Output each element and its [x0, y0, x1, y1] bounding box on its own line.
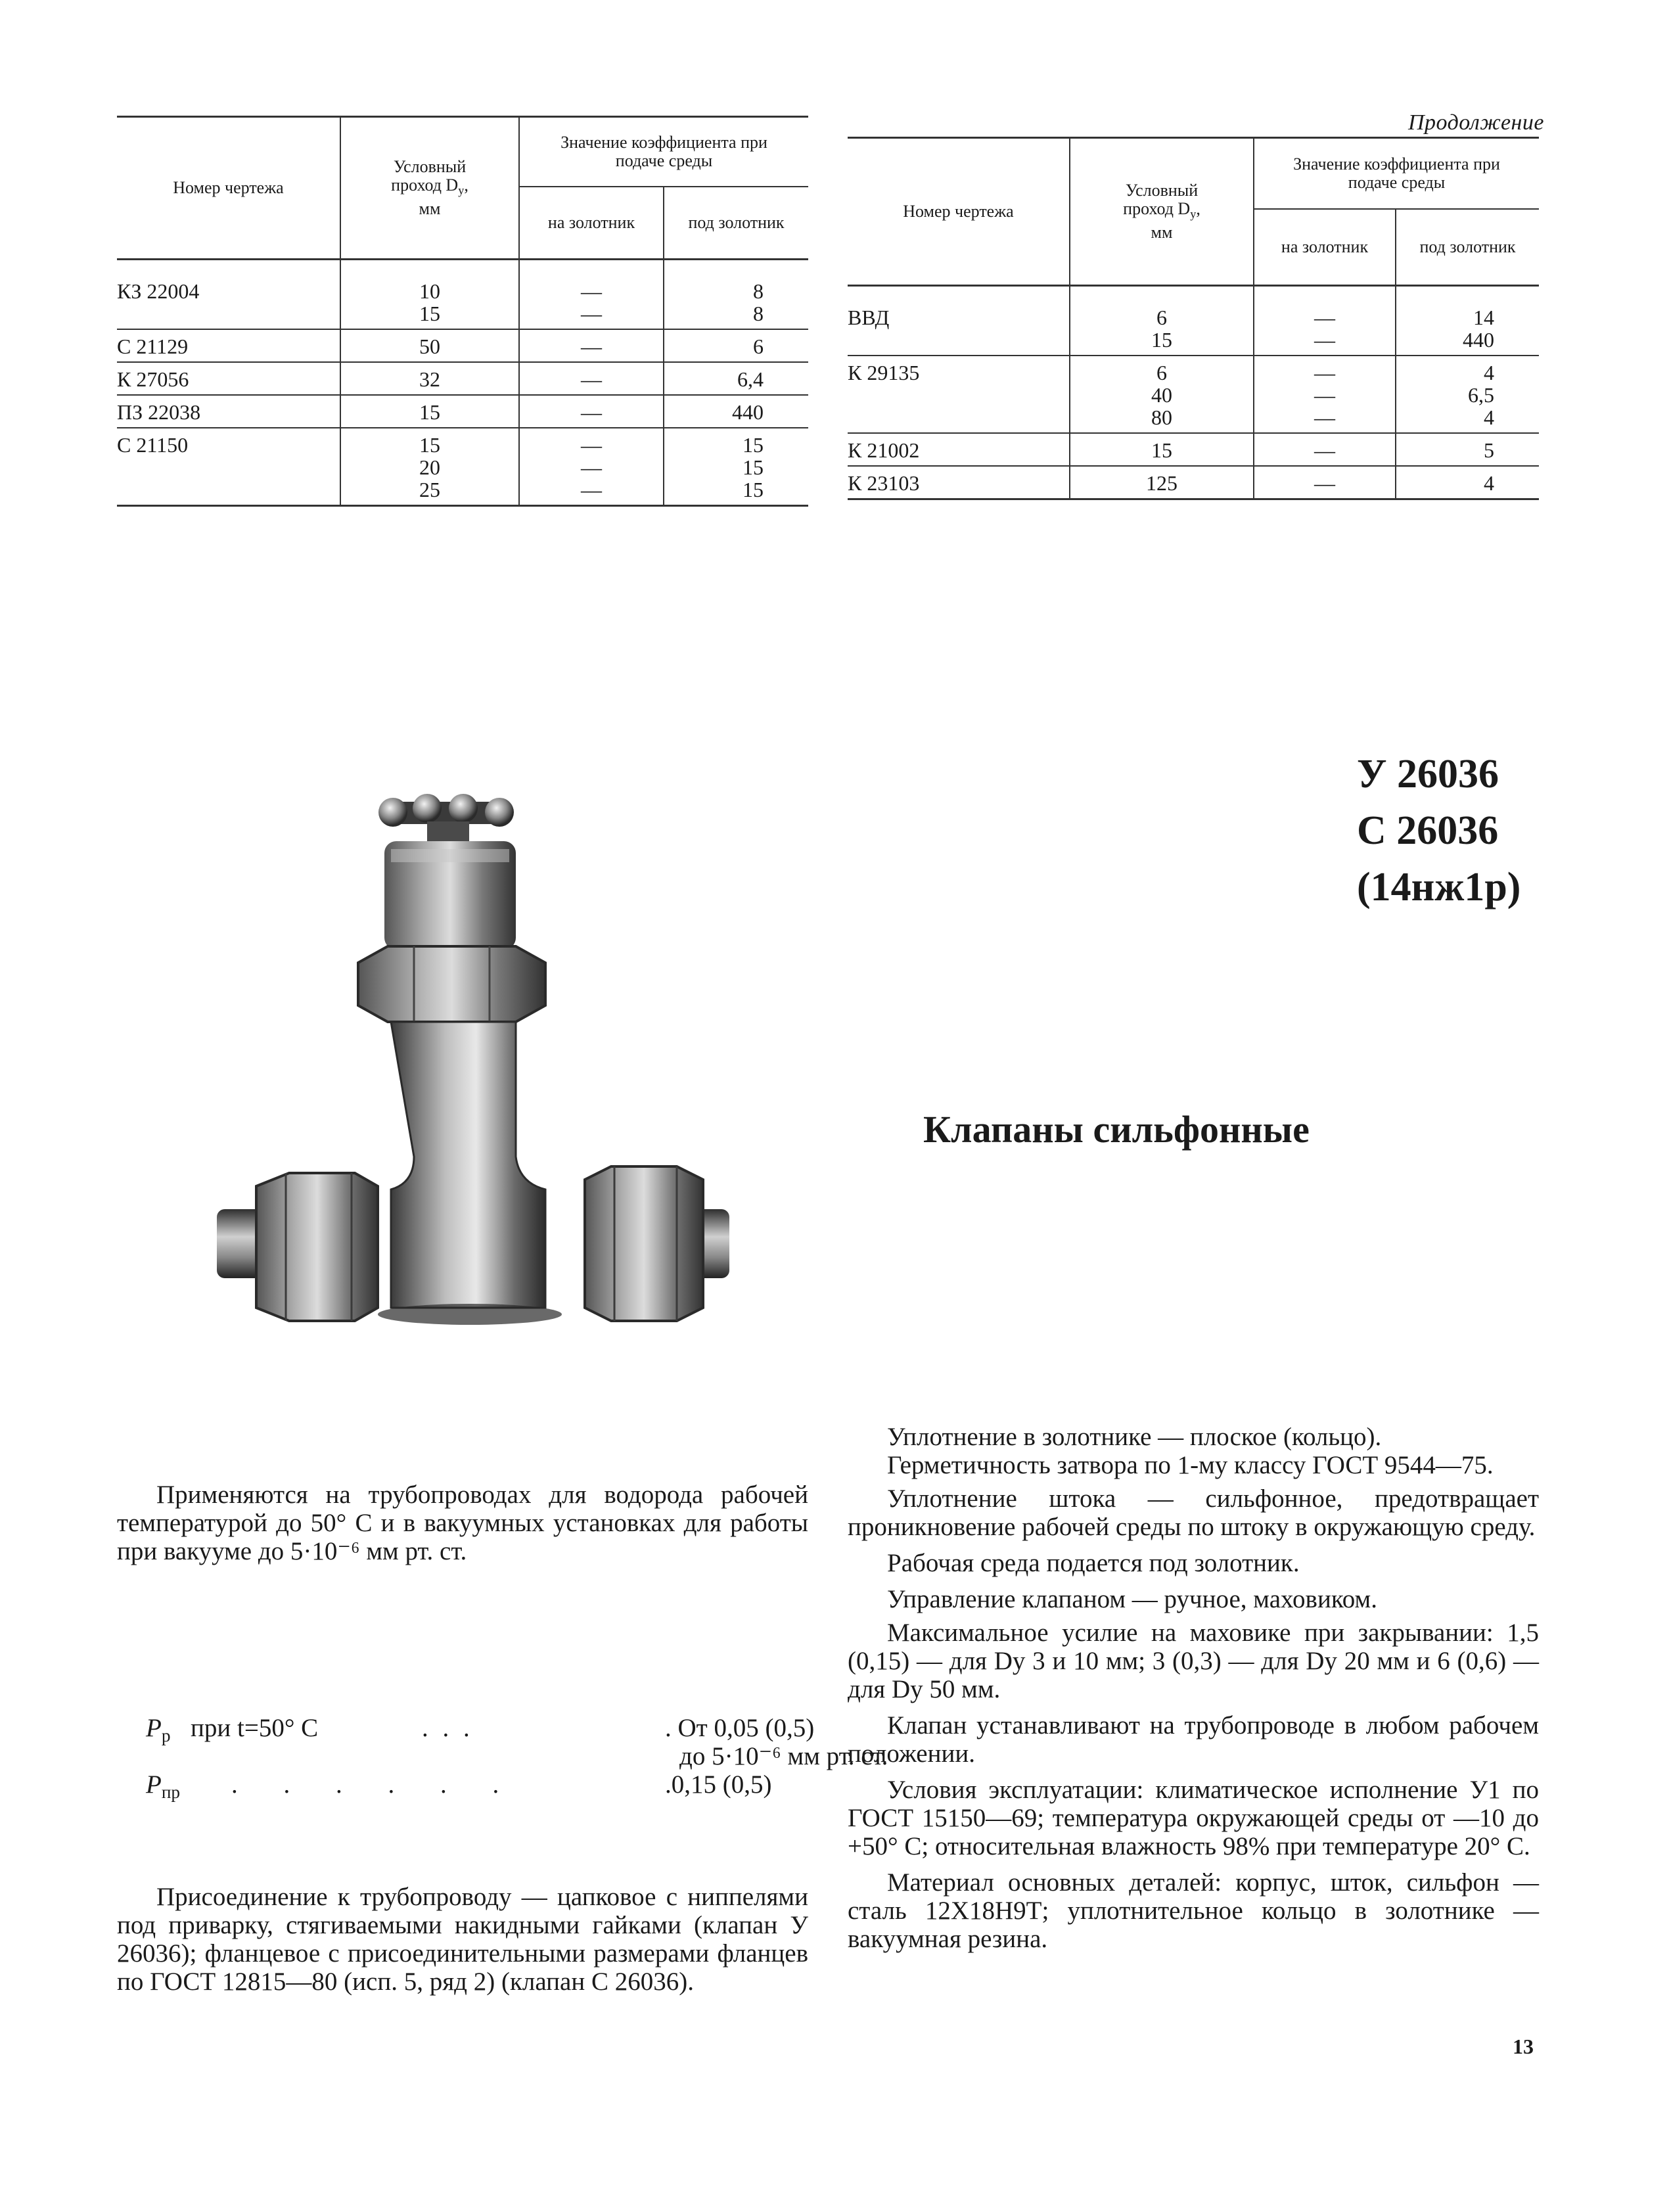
cell-value: —	[581, 302, 602, 325]
cell-value: —	[581, 455, 602, 479]
cell-bore	[340, 428, 519, 506]
cell-name: К 27056	[117, 362, 340, 395]
cell-name: С 21150	[117, 428, 340, 506]
cell-value: —	[581, 367, 602, 391]
cell-value: 8	[753, 279, 764, 303]
stem-seal-paragraph: Уплотнение штока — сильфонное, предотвращает проникновение рабочей среды по штоку в окружающую среду.	[848, 1485, 1539, 1541]
materials-paragraph: Материал основных деталей: корпус, шток, сильфон — сталь 12Х18Н9Т; уплотнительное кольцо в золотнике — вакуумная резина.	[848, 1868, 1539, 1953]
cell-value: 14	[1473, 306, 1495, 329]
cell-under	[1396, 466, 1539, 499]
cell-bore	[340, 395, 519, 428]
pp-condition: при t=50° С	[191, 1714, 319, 1742]
left-table	[117, 116, 808, 507]
cell-bore	[1070, 466, 1254, 499]
cell-value: —	[581, 478, 602, 501]
cell-bore	[1070, 356, 1254, 433]
cell-bore	[340, 362, 519, 395]
table-row	[117, 395, 808, 428]
ppr-dots: . . . . . .	[231, 1770, 519, 1799]
code-u26036: У 26036	[1357, 752, 1499, 796]
control-paragraph: Управление клапаном — ручное, маховиком.	[887, 1585, 1377, 1613]
cell-under	[1396, 433, 1539, 466]
cell-value: 50	[419, 334, 440, 358]
page-title: Клапаны сильфонные	[923, 1108, 1310, 1151]
cell-value: —	[581, 400, 602, 424]
cell-value: 25	[419, 478, 440, 501]
tightness-paragraph: Герметичность затвора по 1-му классу ГОСТ 9544—75.	[887, 1451, 1494, 1479]
right-table	[848, 137, 1539, 500]
ppr-symbol: $P_{пр}$	[146, 1770, 181, 1803]
cell-value: 6	[1156, 306, 1167, 329]
cell-under	[1396, 286, 1539, 356]
cell-value: 6,5	[1468, 383, 1495, 407]
cell-value: 4	[1484, 361, 1495, 384]
cell-value: —	[1314, 471, 1335, 495]
page-number: 13	[1513, 2035, 1534, 2058]
cell-under	[664, 329, 808, 362]
header-under-disc: под золотник	[1396, 209, 1539, 286]
cell-value: 6	[1156, 361, 1167, 384]
connection-paragraph: Присоединение к трубопроводу — цапковое с ниппелями под приварку, стягиваемыми накидными гайками (клапан У 26036); фланцевое с присоединительными размерами фланцев по ГОСТ 12815—80 (исп. 5, ряд 2) (клапан С 26036).	[117, 1883, 808, 1996]
cell-name: К 29135	[848, 356, 1070, 433]
operating-conditions-paragraph: Условия эксплуатации: климатическое исполнение У1 по ГОСТ 15150—69; температура окружающей среды от —10 до +50° С; относительная влажность 98% при температуре 20° С.	[848, 1776, 1539, 1860]
ppr-value: .0,15 (0,5)	[665, 1770, 772, 1799]
cell-value: 20	[419, 455, 440, 479]
cell-on	[1254, 286, 1396, 356]
cell-value: —	[1314, 306, 1335, 329]
cell-value: —	[1314, 383, 1335, 407]
bellows-valve-illustration	[217, 789, 729, 1367]
cell-value: —	[1314, 438, 1335, 462]
cell-value: 80	[1151, 405, 1172, 429]
cell-value: 4	[1484, 405, 1495, 429]
cell-on	[519, 395, 664, 428]
header-on-disc: на золотник	[1254, 209, 1396, 286]
cell-on	[519, 329, 664, 362]
header-bore: Условный проход $D_у$, мм	[340, 117, 519, 260]
disc-seal-paragraph: Уплотнение в золотнике — плоское (кольцо).	[887, 1423, 1382, 1451]
valve-codes	[1357, 746, 1520, 915]
cell-under	[664, 260, 808, 330]
cell-value: 15	[743, 478, 764, 501]
header-drawing: Номер чертежа	[848, 138, 1070, 286]
cell-value: —	[1314, 405, 1335, 429]
cell-value: 15	[743, 433, 764, 457]
cell-under	[664, 428, 808, 506]
cell-under	[664, 395, 808, 428]
cell-value: 125	[1146, 471, 1177, 495]
cell-value: —	[581, 334, 602, 358]
header-on-disc: на золотник	[519, 187, 664, 260]
cell-value: 15	[419, 433, 440, 457]
continuation-label: Продолжение	[1407, 110, 1544, 135]
cell-name: КЗ 22004	[117, 260, 340, 330]
table-row	[848, 466, 1539, 499]
installation-paragraph: Клапан устанавливают на трубопроводе в любом рабочем положении.	[848, 1711, 1539, 1768]
cell-name: ВВД	[848, 286, 1070, 356]
cell-value: 10	[419, 279, 440, 303]
cell-value: 6,4	[737, 367, 764, 391]
pp-value: . От 0,05 (0,5)	[665, 1714, 815, 1742]
table-row	[117, 428, 808, 506]
cell-value: 15	[1151, 328, 1172, 352]
cell-value: 440	[1463, 328, 1495, 352]
cell-value: —	[1314, 328, 1335, 352]
cell-value: —	[1314, 361, 1335, 384]
cell-value: 6	[753, 334, 764, 358]
cell-on	[1254, 466, 1396, 499]
cell-on	[1254, 356, 1396, 433]
cell-under	[664, 362, 808, 395]
pp-symbol: $P_р$	[146, 1714, 171, 1746]
cell-on	[519, 428, 664, 506]
cell-bore	[1070, 286, 1254, 356]
cell-value: 15	[419, 302, 440, 325]
cell-value: 40	[1151, 383, 1172, 407]
code-s26036: С 26036	[1357, 808, 1499, 853]
pp-value-2: до 5·10⁻⁶ мм рт. ст.	[679, 1742, 888, 1770]
code-14nzh1r: (14нж1р)	[1357, 865, 1521, 910]
cell-value: —	[581, 279, 602, 303]
cell-value: 4	[1484, 471, 1495, 495]
cell-value: 15	[419, 400, 440, 424]
table-row	[117, 362, 808, 395]
header-under-disc: под золотник	[664, 187, 808, 260]
cell-value: 15	[1151, 438, 1172, 462]
cell-value: 15	[743, 455, 764, 479]
header-bore: Условный проход $D_у$, мм	[1070, 138, 1254, 286]
header-coef-group: Значение коэффициента при подаче среды	[1254, 138, 1539, 210]
pp-dots: . . .	[422, 1714, 474, 1742]
cell-name: ПЗ 22038	[117, 395, 340, 428]
cell-bore	[340, 260, 519, 330]
table-row	[848, 356, 1539, 433]
cell-under	[1396, 356, 1539, 433]
table-row	[848, 286, 1539, 356]
cell-value: 5	[1484, 438, 1495, 462]
cell-value: 8	[753, 302, 764, 325]
table-row	[117, 260, 808, 330]
cell-on	[519, 362, 664, 395]
cell-on	[1254, 433, 1396, 466]
header-drawing: Номер чертежа	[117, 117, 340, 260]
cell-value: —	[581, 433, 602, 457]
cell-name: К 23103	[848, 466, 1070, 499]
cell-on	[519, 260, 664, 330]
application-paragraph: Применяются на трубопроводах для водорода рабочей температурой до 50° С и в вакуумных установках для работы при вакууме до 5·10⁻⁶ мм рт. ст.	[117, 1481, 808, 1565]
cell-bore	[340, 329, 519, 362]
cell-name: С 21129	[117, 329, 340, 362]
cell-name: К 21002	[848, 433, 1070, 466]
specifications-column	[848, 1423, 1539, 1953]
table-row	[117, 329, 808, 362]
table-row	[848, 433, 1539, 466]
header-coef-group: Значение коэффициента при подаче среды	[519, 117, 808, 187]
cell-value: 32	[419, 367, 440, 391]
medium-flow-paragraph: Рабочая среда подается под золотник.	[887, 1549, 1300, 1577]
cell-value: 440	[732, 400, 764, 424]
max-force-paragraph: Максимальное усилие на маховике при закрывании: 1,5 (0,15) — для Dу 3 и 10 мм; 3 (0,3) — для Dу 20 мм и 6 (0,6) — для Dу 50 мм.	[848, 1619, 1539, 1703]
cell-bore	[1070, 433, 1254, 466]
